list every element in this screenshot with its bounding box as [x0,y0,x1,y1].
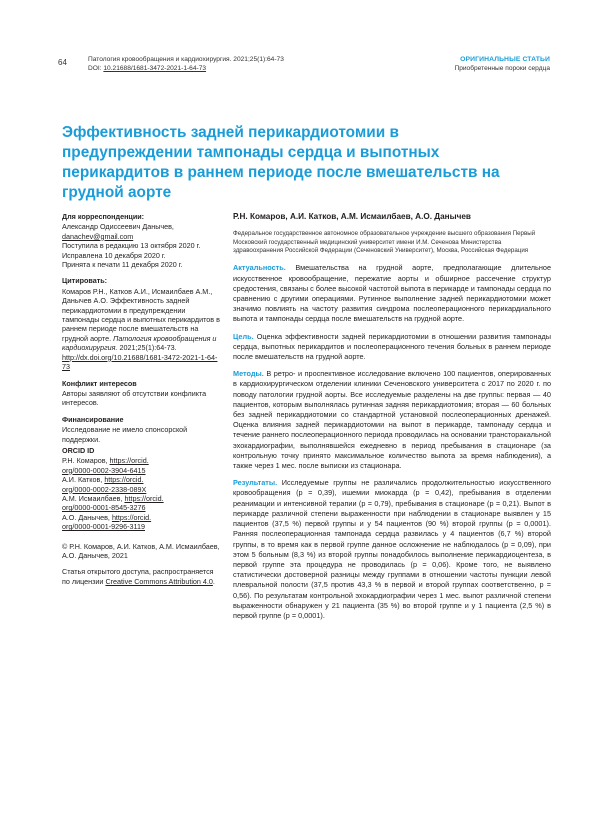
citation-ref: 2021;25(1):64-73. [119,343,177,353]
license-text [62,567,220,586]
abstract-results [233,478,551,621]
orcid-link[interactable]: org/0000-0001-8545-3276 [62,503,146,513]
correspondence-email[interactable]: danachev@gmail.com [62,231,134,241]
doi-link[interactable]: 10.21688/1681-3472-2021-1-64-73 [103,64,207,72]
page-number: 64 [58,58,67,67]
orcid-author: А.О. Данычев, [62,512,112,522]
license-end: . [212,576,215,586]
orcid-author: А.М. Исмаилбаев, [62,493,125,503]
methods-label: Методы. [233,369,264,379]
abstract-column [233,212,551,628]
affiliation: Федеральное государственное автономное образовательное учреждение высшего образования Первый Московский государственный медицинский университет имени И.М. Сеченова Министерства здравоохранения Российской Федерации (Сеченовский Университет), Москва, Российская Федерация [233,230,536,255]
copyright-text: © Р.Н. Комаров, А.И. Катков, А.М. Исмаилбаев, А.О. Данычев, 2021 [62,541,220,560]
section-header [454,56,550,73]
abstract-relevance [233,263,551,324]
citation-journal: Патология кровообращения и кардиохирургия. [62,333,217,353]
citation-authors-title: Комаров Р.Н., Катков А.И., Исмаилбаев А.М., Данычев А.О. Эффективность задней перикардиотомии в предупреждении тампонады сердца и выпотных перикардитов в раннем периоде после вмешательств на грудной аорте. [62,286,220,343]
abstract-methods [233,369,551,471]
funding-heading: Финансирование [62,414,124,424]
results-label: Результаты. [233,478,278,488]
orcid-entry [62,475,220,494]
authors-line: Р.Н. Комаров, А.И. Катков, А.М. Исмаилбаев, А.О. Данычев [233,212,471,221]
orcid-entry [62,456,220,475]
results-text: Исследуемые группы не различались продолжительностью искусственного кровообращения (p = 0,39), ишемии миокарда (p = 0,42), пребывания в отделении реанимации и интенсивной терапии (p = 0,79), пребывания в стационаре (p = 0,21). Выпот в перикарде различной степени выраженности при наблюдении в стационаре выявлен у 15 пациентов (37,5 %) первой группы и у 54 пациентов (90 %) второй группы (p = 0,0001). Ранняя послеоперационная тампонада сердца развилась у 4 пациентов (6,7 %) второй группы, в то время как в первой группе данное осложнение не наблюдалось (p = 0,09), при этом 5 больным (8,3 %) из второй группы понадобилось выполнение перикардиоцентеза, в первой группе эта процедура не проводилась (p = 0,06). Кроме того, не выявлено статистически достоверной разницы между группами в отношении частоты пункции левой плевральной полости (37,5 против 43,3 % в первой и второй группах соответственно, p = 0,56). По результатам контрольной эхокардиографии через 1 мес. выпот различной степени выраженности обнаружен у 21 пациента (35 %) во второй группе и у 1 пациента (2,5 %) в первой группе (p = 0,0001). [233,478,551,620]
correspondence-heading: Для корреспонденции: [62,212,145,221]
aim-text: Оценка эффективности задней перикардиотомии в отношении развития тампонады сердца, выпотных перикардитов и послеоперационного течения больных в раннем периоде после вмешательств на грудной аорте. [233,331,552,362]
copyright-block [62,542,220,561]
orcid-link[interactable]: https://orcid. [124,493,164,503]
orcid-link[interactable]: org/0000-0001-9296-3119 [62,522,145,532]
orcid-link[interactable]: https://orcid. [111,512,152,522]
methods-text: В ретро- и проспективное исследование включено 100 пациентов, оперированных в кардиохирургическом отделении клиники Сеченовского университета с 2017 по 2020 г. по поводу патологии грудной аорты. Все исследуемые разделены на две группы: первая — 40 пациентов, которым выполнялась рутинная задняя перикардиотомия; вторая — 60 больных без задней перикардиотомии со стандартной установкой послеоперационных дренажей. Оценка влияния задней перикардиотомии на выпот в перикарде, тампонаду сердца и течение раннего послеоперационного периода проводилась на основании трансторакальной эхокардиографии, выполнявшейся ежедневно в период пребывания в стационаре (за контрольную точку принято максимальное количество выпота за время наблюдения), а также через 1 мес. после выписки из стационара. [233,369,551,471]
abstract-aim [233,332,551,363]
conflict-heading: Конфликт интересов [62,378,137,388]
orcid-link[interactable]: org/0000-0002-2338-089X [62,484,147,494]
license-block [62,567,220,586]
citation-heading: Цитировать: [62,276,108,286]
funding-block [62,415,220,444]
orcid-entry [62,513,220,532]
left-sidebar [62,212,220,593]
received-date: Поступила в редакцию 13 октября 2020 г. [62,241,201,251]
correspondence-name: Александр Одиссеевич Данычев, [62,222,174,232]
journal-citation: Патология кровообращения и кардиохирургия. 2021;25(1):64-73 [88,56,284,63]
orcid-author: Р.Н. Комаров, [62,456,110,466]
doi-line [88,65,388,74]
aim-label: Цель. [233,331,254,341]
relevance-text: Вмешательства на грудной аорте, предполагающие длительное искусственное кровообращение, пережатие аорты и обширное рассечение структур средостения, связаны с более высокой частотой выпота в перикарде и тампонады сердца по сравнению с другими операциями. Рутинное выполнение задней перикардиотомии может значимо повлиять на частоту развития синдрома послеоперационного перикардиального выпота и тампонады сердца после вмешательств на грудной аорте. [233,263,552,324]
accepted-date: Принята к печати 11 декабря 2020 г. [62,260,183,270]
orcid-block [62,446,220,532]
doi-prefix: DOI: [88,64,104,72]
section-label: ОРИГИНАЛЬНЫЕ СТАТЬИ [460,56,550,63]
article-title: Эффективность задней перикардиотомии в предупреждении тампонады сердца и выпотных перикардитов в раннем периоде после вмешательств на грудной аорте [62,124,500,201]
orcid-entry [62,494,220,513]
orcid-author: А.И. Катков, [62,475,105,485]
orcid-link[interactable]: https://orcid. [104,475,144,485]
orcid-link[interactable]: https://orcid. [109,456,149,466]
citation-text [62,287,220,372]
journal-header [88,56,388,73]
license-intro: Статья открытого доступа, распространяется по лицензии [62,567,214,586]
citation-block [62,276,220,371]
relevance-label: Актуальность. [233,263,286,273]
subsection-label: Приобретенные пороки сердца [454,64,550,72]
conflict-block [62,379,220,408]
orcid-heading: ORCID ID [62,445,95,455]
correspondence-block [62,212,220,269]
conflict-text: Авторы заявляют об отсутствии конфликта интересов. [62,388,207,408]
orcid-link[interactable]: org/0000-0002-3904-6415 [62,465,146,475]
funding-text: Исследование не имело спонсорской поддержки. [62,425,188,444]
license-link[interactable]: Creative Commons Attribution 4.0 [105,576,213,586]
revised-date: Исправлена 10 декабря 2020 г. [62,250,166,260]
citation-link[interactable]: http://dx.doi.org/10.21688/1681-3472-2021-1-64-73 [62,352,218,372]
